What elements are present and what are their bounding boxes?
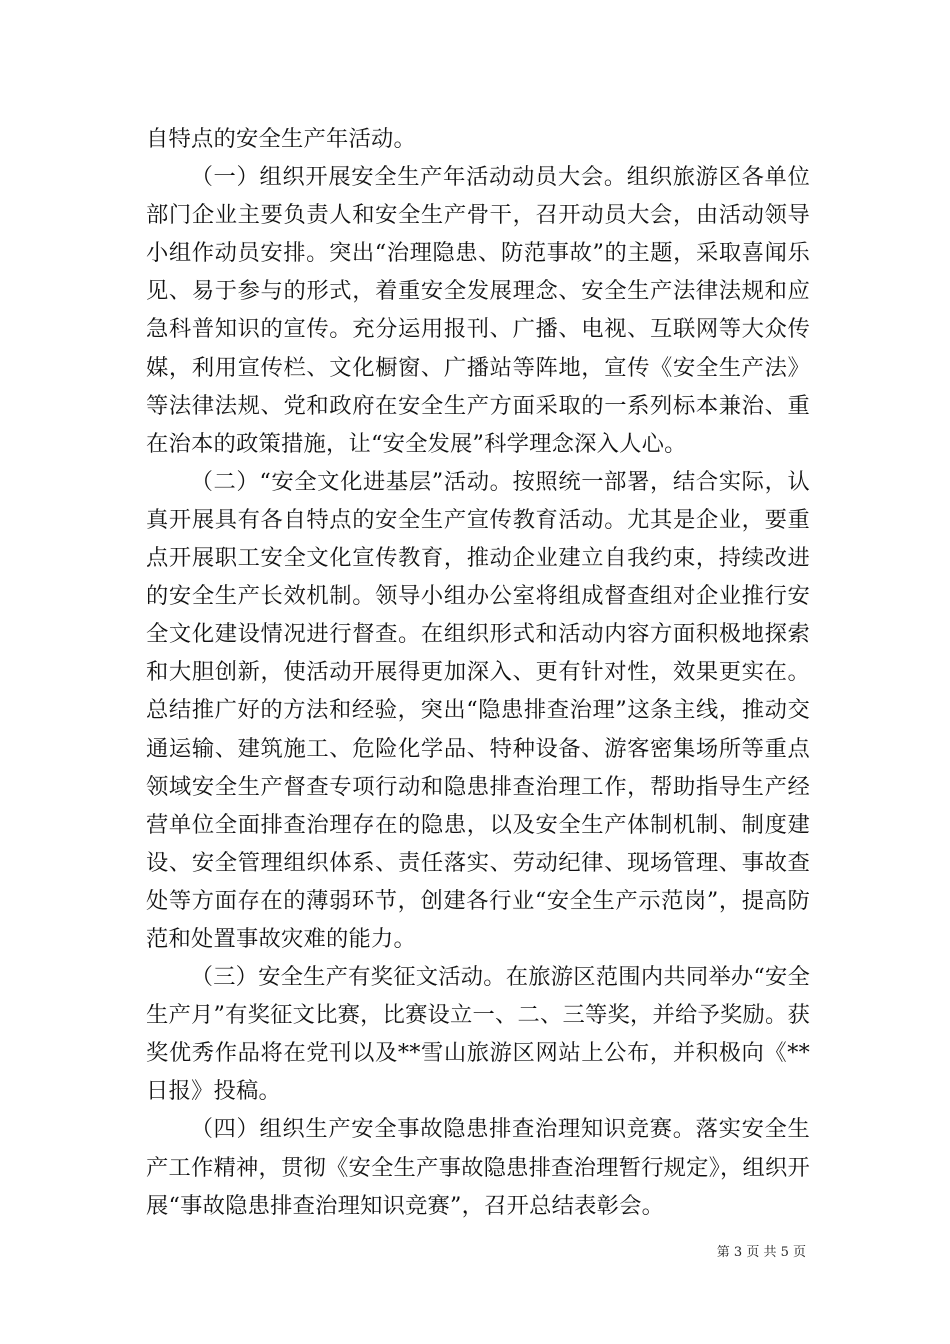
paragraph-section-4: （四）组织生产安全事故隐患排查治理知识竞赛。落实安全生产工作精神，贯彻《安全生产事故隐患排查治理暂行规定》，组织开展“事故隐患排查治理知识竞赛”，召开总结表彰会。 [146,1116,810,1219]
page-number-footer: 第 3 页 共 5 页 [716,1245,806,1260]
document-body [146,120,810,1225]
paragraph-section-1: （一）组织开展安全生产年活动动员大会。组织旅游区各单位部门企业主要负责人和安全生产骨干，召开动员大会，由活动领导小组作动员安排。突出“治理隐患、防范事故”的主题，采取喜闻乐见、易于参与的形式，着重安全发展理念、安全生产法律法规和应急科普知识的宣传。充分运用报刊、广播、电视、互联网等大众传媒，利用宣传栏、文化橱窗、广播站等阵地，宣传《安全生产法》等法律法规、党和政府在安全生产方面采取的一系列标本兼治、重在治本的政策措施，让“安全发展”科学理念深入人心。 [146,164,810,457]
paragraph-section-3: （三）安全生产有奖征文活动。在旅游区范围内共同举办“安全生产月”有奖征文比赛，比赛设立一、二、三等奖，并给予奖励。获奖优秀作品将在党刊以及**雪山旅游区网站上公布，并积极向《**日报》投稿。 [146,964,811,1105]
paragraph-continuation: 自特点的安全生产年活动。 [146,126,416,152]
paragraph-section-2: （二）“安全文化进基层”活动。按照统一部署，结合实际，认真开展具有各自特点的安全生产宣传教育活动。尤其是企业，要重点开展职工安全文化宣传教育，推动企业建立自我约束，持续改进的安全生产长效机制。领导小组办公室将组成督查组对企业推行安全文化建设情况进行督查。在组织形式和活动内容方面积极地探索和大胆创新，使活动开展得更加深入、更有针对性，效果更实在。总结推广好的方法和经验，突出“隐患排查治理”这条主线，推动交通运输、建筑施工、危险化学品、特种设备、游客密集场所等重点领域安全生产督查专项行动和隐患排查治理工作，帮助指导生产经营单位全面排查治理存在的隐患，以及安全生产体制机制、制度建设、安全管理组织体系、责任落实、劳动纪律、现场管理、事故查处等方面存在的薄弱环节，创建各行业“安全生产示范岗”，提高防范和处置事故灾难的能力。 [146,468,810,952]
